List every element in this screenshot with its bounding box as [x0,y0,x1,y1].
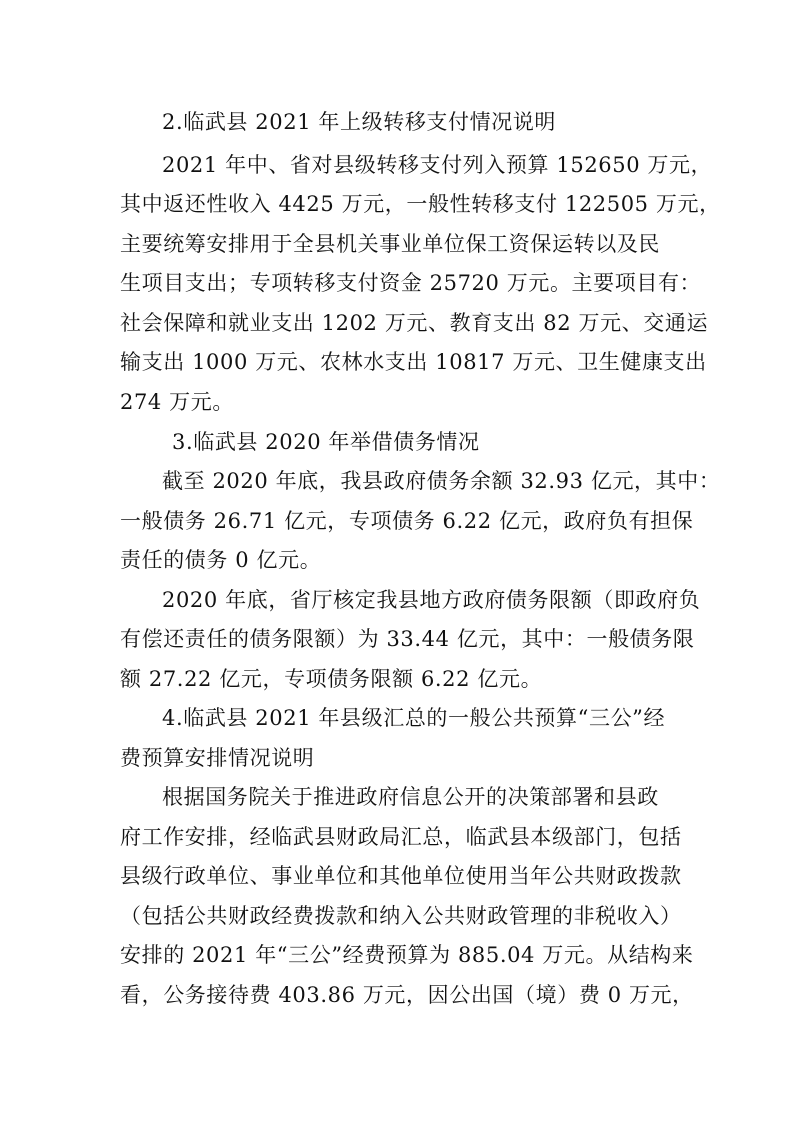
paragraph-line: 其中返还性收入 4425 万元，一般性转移支付 122505 万元， [120,192,721,216]
section-4-heading-cont: 费预算安排情况说明 [120,746,315,770]
paragraph-line: 责任的债务 0 亿元。 [120,548,322,572]
paragraph-line: 根据国务院关于推进政府信息公开的决策部署和县政 [162,785,659,809]
paragraph-line: 看，公务接待费 403.86 万元，因公出国（境）费 0 万元， [120,983,694,1007]
paragraph-line: 一般债务 26.71 亿元，专项债务 6.22 亿元，政府负有担保 [120,509,694,533]
paragraph-line: 截至 2020 年底，我县政府债务余额 32.93 亿元，其中： [162,469,721,493]
paragraph-line: 府工作安排，经临武县财政局汇总，临武县本级部门，包括 [120,825,682,849]
section-2-heading: 2.临武县 2021 年上级转移支付情况说明 [162,110,557,134]
paragraph-line: 额 27.22 亿元，专项债务限额 6.22 亿元。 [120,667,543,691]
paragraph-line: 2020 年底，省厅核定我县地方政府债务限额（即政府负 [162,588,701,612]
paragraph-line: 社会保障和就业支出 1202 万元、教育支出 82 万元、交通运 [120,311,709,335]
paragraph-line: （包括公共财政经费拨款和纳入公共财政管理的非税收入） [120,904,682,928]
paragraph-line: 2021 年中、省对县级转移支付列入预算 152650 万元， [162,153,713,177]
paragraph-line: 有偿还责任的债务限额）为 33.44 亿元，其中：一般债务限 [120,627,695,651]
paragraph-line: 安排的 2021 年“三公”经费预算为 885.04 万元。从结构来 [120,943,694,967]
section-3-heading: 3.临武县 2020 年举借债务情况 [172,430,480,454]
paragraph-line: 274 万元。 [120,390,234,414]
paragraph-line: 输支出 1000 万元、农林水支出 10817 万元、卫生健康支出 [120,350,707,374]
section-4-heading: 4.临武县 2021 年县级汇总的一般公共预算“三公”经 [162,706,666,730]
paragraph-line: 县级行政单位、事业单位和其他单位使用当年公共财政拨款 [120,864,682,888]
paragraph-line: 生项目支出；专项转移支付资金 25720 万元。主要项目有： [120,271,702,295]
paragraph-line: 主要统筹安排用于全县机关事业单位保工资保运转以及民 [120,232,660,256]
